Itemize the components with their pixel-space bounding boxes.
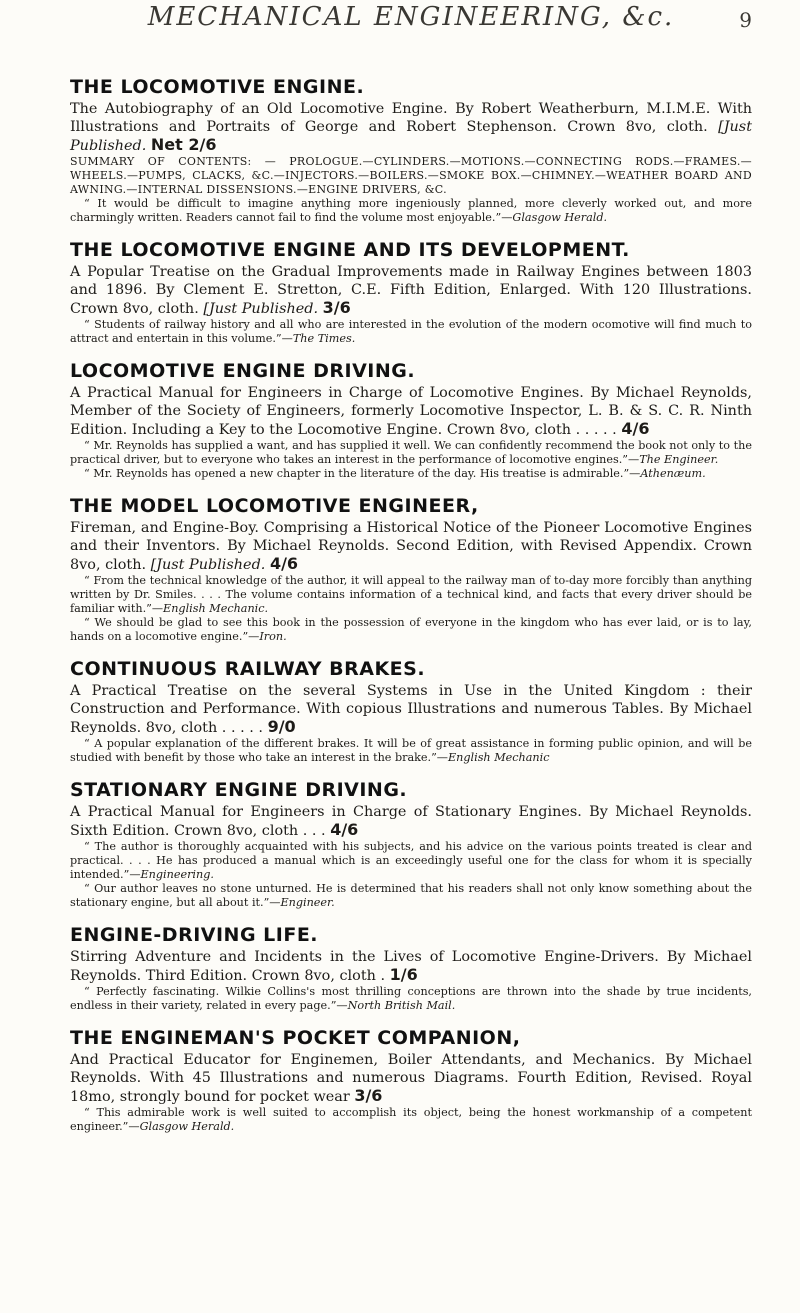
book-title: THE MODEL LOCOMOTIVE ENGINEER, bbox=[70, 495, 479, 517]
price: 4/6 bbox=[621, 419, 650, 438]
price: 1/6 bbox=[389, 965, 418, 984]
review-source: The Times. bbox=[292, 332, 356, 345]
press-review bbox=[70, 439, 752, 467]
price: 3/6 bbox=[322, 298, 351, 317]
description-text: A Popular Treatise on the Gradual Improvements made in Railway Engines between 1803 and 1896. By Clement E. Stretton, C.E. Fifth Edition, Enlarged. With 120 Illustrations. Crown 8vo, cloth. bbox=[70, 264, 752, 317]
review-source: Engineering. bbox=[140, 868, 214, 881]
page-number: 9 bbox=[739, 8, 752, 32]
book-description bbox=[70, 803, 752, 840]
review-source: Athenæum. bbox=[640, 467, 706, 480]
description-text: A Practical Manual for Engineers in Charge of Locomotive Engines. By Michael Reynolds, Member of the Society of Engineers, formerly Locomotive Inspector, L. B. & S. C. R. Ninth Edition. Including a Key to the Locomotive Engine. Crown 8vo, cloth . . . . . bbox=[70, 385, 752, 438]
book-description bbox=[70, 519, 752, 574]
review-source: English Mechanic. bbox=[163, 602, 269, 615]
press-review bbox=[70, 840, 752, 882]
book-entry bbox=[70, 239, 752, 346]
description-text: And Practical Educator for Enginemen, Boiler Attendants, and Mechanics. By Michael Reynolds. With 45 Illustrations and numerous Diagrams. Fourth Edition, Revised. Royal 18mo, strongly bound for pocket wear bbox=[70, 1052, 752, 1105]
review-source: North British Mail. bbox=[347, 999, 456, 1012]
review-source: Glasgow Herald. bbox=[512, 211, 608, 224]
contents-summary: SUMMARY OF CONTENTS: — PROLOGUE.—CYLINDERS.—MOTIONS.—CONNECTING RODS.—FRAMES.—WHEELS.—PUMPS, CLACKS, &C.—INJECTORS.—BOILERS.—SMOKE BOX.—CHIMNEY.—WEATHER BOARD AND AWNING.—INTERNAL DISSENSIONS.—ENGINE DRIVERS, &C. bbox=[70, 155, 752, 196]
publication-status: [Just Published. bbox=[203, 301, 319, 317]
price: 4/6 bbox=[269, 554, 299, 573]
press-review bbox=[70, 1106, 752, 1134]
publication-status: [Just Published. bbox=[150, 557, 266, 573]
review-source: Engineer. bbox=[280, 896, 335, 909]
price: 3/6 bbox=[354, 1086, 383, 1105]
review-quote: “ Mr. Reynolds has supplied a want, and has supplied it well. We can confidently recommend the book not only to the practical driver, but to everyone who takes an interest in the performance of locomotive engines.”— bbox=[70, 439, 752, 466]
press-review bbox=[70, 574, 752, 616]
review-quote: “ This admirable work is well suited to accomplish its object, being the honest workmanship of a competent engineer.”— bbox=[70, 1106, 752, 1133]
review-quote: “ Mr. Reynolds has opened a new chapter in the literature of the day. His treatise is admirable.”— bbox=[84, 467, 641, 480]
book-entry bbox=[70, 779, 752, 910]
running-head bbox=[70, 0, 752, 42]
book-description bbox=[70, 1051, 752, 1106]
review-quote: “ We should be glad to see this book in the possession of everyone in the kingdom who has ever laid, or is to lay, hands on a locomotive engine.”— bbox=[70, 616, 752, 643]
price: Net 2/6 bbox=[150, 135, 217, 154]
book-entry bbox=[70, 76, 752, 225]
review-source: English Mechanic bbox=[448, 751, 550, 764]
book-entry bbox=[70, 495, 752, 644]
book-title: THE LOCOMOTIVE ENGINE AND ITS DEVELOPMENT. bbox=[70, 239, 630, 261]
review-source: Glasgow Herald. bbox=[139, 1120, 235, 1133]
book-entry bbox=[70, 658, 752, 765]
review-quote: “ A popular explanation of the different brakes. It will be of great assistance in forming public opinion, and will be studied with benefit by those who take an interest in the brake.”— bbox=[70, 737, 752, 764]
price: 9/0 bbox=[267, 717, 296, 736]
review-quote: “ The author is thoroughly acquainted with his subjects, and his advice on the various points treated is clear and practical. . . . He has produced a manual which is an exceedingly useful one for the class for whom it is specially intended.”— bbox=[70, 840, 752, 881]
description-text: A Practical Treatise on the several Systems in Use in the United Kingdom : their Construction and Performance. With copious Illustrations and numerous Tables. By Michael Reynolds. 8vo, cloth . . . . . bbox=[70, 683, 752, 736]
book-description bbox=[70, 100, 752, 155]
book-entry bbox=[70, 1027, 752, 1134]
book-title: STATIONARY ENGINE DRIVING. bbox=[70, 779, 408, 801]
press-review bbox=[70, 616, 752, 644]
press-review bbox=[70, 882, 752, 910]
press-review bbox=[70, 197, 752, 225]
review-quote: “ Our author leaves no stone unturned. He is determined that his readers shall not only know something about the stationary engine, but all about it.”— bbox=[70, 882, 752, 909]
review-source: The Engineer. bbox=[639, 453, 719, 466]
review-quote: “ Students of railway history and all who are interested in the evolution of the modern ocomotive will find much to attract and entertain in this volume.”— bbox=[70, 318, 752, 345]
book-description bbox=[70, 263, 752, 318]
review-quote: “ From the technical knowledge of the author, it will appeal to the railway man of to-day more forcibly than anything written by Dr. Smiles. . . . The volume contains information of a technical kind, and facts that every driver should be familiar with.”— bbox=[70, 574, 752, 615]
book-description bbox=[70, 384, 752, 439]
description-text: Fireman, and Engine-Boy. Comprising a Historical Notice of the Pioneer Locomotive Engines and their Inventors. By Michael Reynolds. Second Edition, with Revised Appendix. Crown 8vo, cloth. bbox=[70, 520, 752, 573]
description-text: A Practical Manual for Engineers in Charge of Stationary Engines. By Michael Reynolds. Sixth Edition. Crown 8vo, cloth . . . bbox=[70, 804, 752, 839]
press-review bbox=[70, 985, 752, 1013]
review-source: Iron. bbox=[259, 630, 287, 643]
book-title: ENGINE-DRIVING LIFE. bbox=[70, 924, 319, 946]
book-title: LOCOMOTIVE ENGINE DRIVING. bbox=[70, 360, 416, 382]
book-description bbox=[70, 948, 752, 985]
running-head-title: MECHANICAL ENGINEERING, &c. bbox=[147, 2, 675, 32]
book-entry bbox=[70, 924, 752, 1013]
book-entry bbox=[70, 360, 752, 481]
description-text: The Autobiography of an Old Locomotive Engine. By Robert Weatherburn, M.I.M.E. With Illustrations and Portraits of George and Robert Stephenson. Crown 8vo, cloth. bbox=[70, 101, 752, 135]
book-title: THE ENGINEMAN'S POCKET COMPANION, bbox=[70, 1027, 521, 1049]
press-review bbox=[70, 318, 752, 346]
price: 4/6 bbox=[330, 820, 359, 839]
book-list bbox=[70, 76, 752, 1134]
review-quote: “ Perfectly fascinating. Wilkie Collins's most thrilling conceptions are thrown into the shade by true incidents, endless in their variety, related in every page.”— bbox=[70, 985, 752, 1012]
description-text: Stirring Adventure and Incidents in the Lives of Locomotive Engine-Drivers. By Michael Reynolds. Third Edition. Crown 8vo, cloth . bbox=[70, 949, 752, 984]
press-review bbox=[70, 467, 752, 481]
book-title: CONTINUOUS RAILWAY BRAKES. bbox=[70, 658, 426, 680]
press-review bbox=[70, 737, 752, 765]
book-title: THE LOCOMOTIVE ENGINE. bbox=[70, 76, 365, 98]
review-quote: “ It would be difficult to imagine anything more ingeniously planned, more cleverly worked out, and more charmingly written. Readers cannot fail to find the volume most enjoyable.”— bbox=[70, 197, 752, 224]
book-description bbox=[70, 682, 752, 737]
publication-status: [Just Published. bbox=[70, 119, 752, 154]
